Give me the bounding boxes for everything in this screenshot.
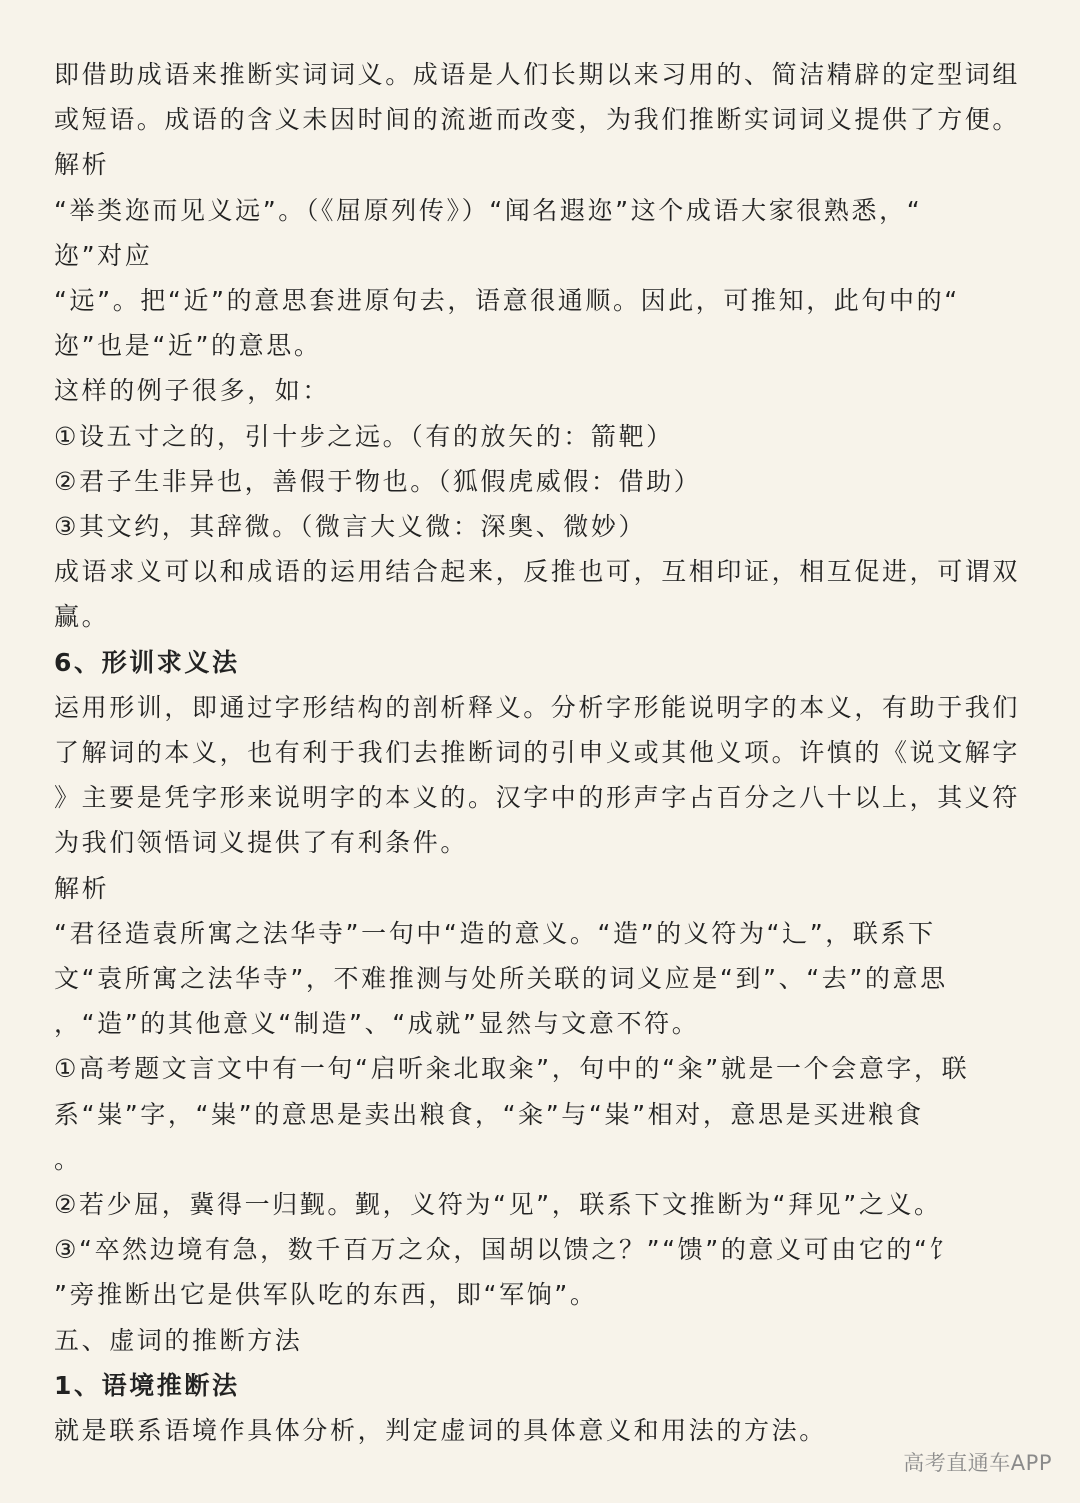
- text-line: 了解词的本义，也有利于我们去推断词的引申义或其他义项。许慎的《说文解字: [54, 738, 1021, 768]
- text-line: 就是联系语境作具体分析，判定虚词的具体意义和用法的方法。: [54, 1416, 827, 1446]
- list-item: ③“卒然边境有急，数千百万之众，国胡以馈之？”“馈”的意义可由它的“饣: [54, 1235, 958, 1265]
- list-item: ②君子生非异也，善假于物也。（狐假虎威假：借助）: [54, 466, 702, 496]
- text-line: 或短语。成语的含义未因时间的流逝而改变，为我们推断实词词义提供了方便。: [54, 105, 1021, 135]
- text-line: 赢。: [54, 602, 110, 632]
- text-line: ”旁推断出它是供军队吃的东西，即“军饷”。: [54, 1280, 598, 1310]
- section-label: 解析: [54, 150, 110, 180]
- text-line: ，“造”的其他意义“制造”、“成就”显然与文意不符。: [54, 1009, 700, 1039]
- section-heading: 五、虚词的推断方法: [54, 1325, 303, 1355]
- text-line: “举类迩而见义远”。（《屈原列传》）“闻名遐迩”这个成语大家很熟悉，“: [54, 195, 923, 225]
- section-label: 解析: [54, 873, 110, 903]
- text-line: 。: [54, 1144, 82, 1174]
- text-line: 迩”也是“近”的意思。: [54, 331, 322, 361]
- text-line: 为我们领悟词义提供了有利条件。: [54, 828, 469, 858]
- text-line: “远”。把“近”的意思套进原句去，语意很通顺。因此，可推知，此句中的“: [54, 286, 960, 316]
- text-line: 系“粜”字，“粜”的意思是卖出粮食，“籴”与“粜”相对，意思是买进粮食: [54, 1099, 924, 1129]
- watermark-text: 高考直通车APP: [903, 1451, 1052, 1475]
- list-item: ②若少屈，冀得一归觐。觐，义符为“见”，联系下文推断为“拜见”之义。: [54, 1190, 942, 1220]
- section-heading: 1、语境推断法: [54, 1370, 240, 1400]
- text-line: 》主要是凭字形来说明字的本义的。汉字中的形声字占百分之八十以上，其义符: [54, 783, 1021, 813]
- section-heading: 6、形训求义法: [54, 647, 240, 677]
- list-item: ①高考题文言文中有一句“启听籴北取籴”，句中的“籴”就是一个会意字，联: [54, 1054, 970, 1084]
- text-line: 这样的例子很多，如：: [54, 376, 331, 406]
- text-line: 运用形训，即通过字形结构的剖析释义。分析字形能说明字的本义，有助于我们: [54, 692, 1021, 722]
- text-line: 成语求义可以和成语的运用结合起来，反推也可，互相印证，相互促进，可谓双: [54, 557, 1021, 587]
- text-line: 迩”对应: [54, 240, 153, 270]
- text-line: 文“袁所寓之法华寺”，不难推测与处所关联的词义应是“到”、“去”的意思: [54, 964, 948, 994]
- list-item: ①设五寸之的，引十步之远。（有的放矢的：箭靶）: [54, 421, 674, 451]
- text-line: 即借助成语来推断实词词义。成语是人们长期以来习用的、简洁精辟的定型词组: [54, 60, 1021, 89]
- text-line: “君径造袁所寓之法华寺”一句中“造的意义。“造”的义符为“辶”，联系下: [54, 918, 936, 948]
- list-item: ③其文约，其辞微。（微言大义微：深奥、微妙）: [54, 512, 647, 542]
